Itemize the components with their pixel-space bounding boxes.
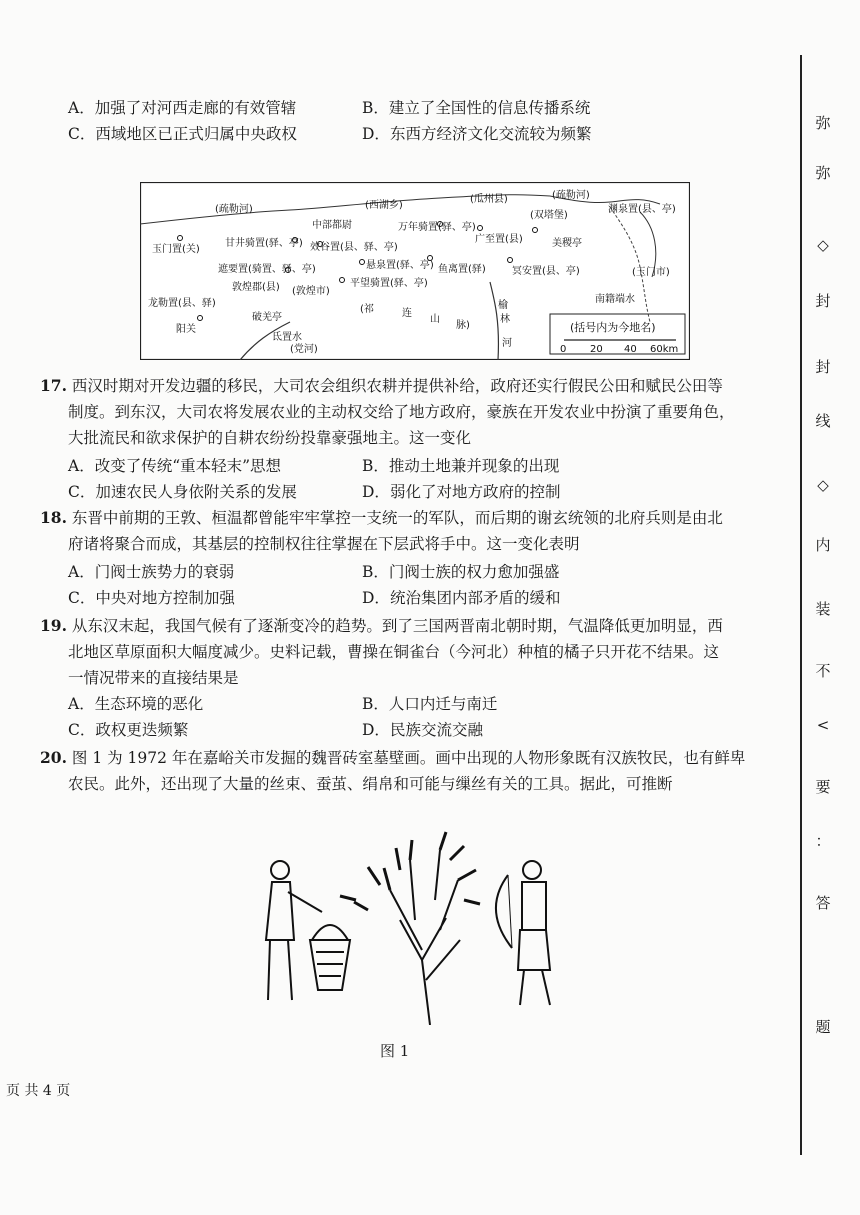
- side-mark: 封: [815, 292, 831, 310]
- side-mark: 弥: [815, 164, 831, 182]
- map-scale-label: 20: [590, 344, 603, 355]
- map-place: 山: [430, 314, 440, 325]
- side-mark: 弥: [815, 114, 831, 132]
- q16-option-c: C．西域地区已正式归属中央政权: [68, 125, 297, 143]
- map-place: 林: [500, 314, 510, 325]
- q17-option-c: C．加速农民人身依附关系的发展: [68, 483, 297, 501]
- q20-line-1: 20. 图 1 为 1972 年在嘉峪关市发掘的魏晋砖室墓壁画。画中出现的人物形象既有汉族牧民，也有鲜卑: [40, 748, 746, 767]
- map-place: (玉门市): [632, 267, 670, 278]
- map-place: 万年骑置(驿、亭): [398, 222, 476, 233]
- mural-illustration: [250, 830, 590, 1025]
- q17-option-a: A．改变了传统“重本轻末”思想: [68, 457, 282, 475]
- q18-option-a: A．门阀士族势力的衰弱: [68, 563, 235, 581]
- q19-option-c: C．政权更迭频繁: [68, 721, 189, 739]
- map-place: (疏勒河): [215, 204, 253, 215]
- side-mark: 内: [815, 536, 831, 554]
- side-mark: 不: [815, 662, 831, 680]
- map-place: 玉门置(关): [152, 244, 200, 255]
- q18-line-2: 府诸将聚合而成，其基层的控制权往往掌握在下层武将手中。这一变化表明: [68, 535, 580, 553]
- side-mark: ◇: [817, 236, 829, 254]
- q16-option-d: D．东西方经济文化交流较为频繁: [362, 125, 592, 143]
- side-mark: 要: [815, 778, 831, 796]
- q19-line-1: 19. 从东汉末起，我国气候有了逐渐变冷的趋势。到了三国两晋南北朝时期，气温降低更加明显，西: [40, 616, 723, 635]
- q19-option-b: B．人口内迁与南迁: [362, 695, 498, 713]
- map-place: 鱼离置(驿): [438, 264, 486, 275]
- map-place: (敦煌市): [292, 286, 330, 297]
- q18-line-1: 18. 东晋中前期的王敦、桓温都曾能牢牢掌控一支统一的军队，而后期的谢玄统领的北府兵则是由北: [40, 508, 723, 527]
- map-place: 渊泉置(县、亭): [608, 204, 676, 215]
- map-scale-label: 0: [560, 344, 567, 355]
- map-place: (西湖乡): [365, 200, 403, 211]
- map-place: (瓜州县): [470, 194, 508, 205]
- map-scale-label: 40: [624, 344, 637, 355]
- q17-option-b: B．推动土地兼并现象的出现: [362, 457, 560, 475]
- side-mark: <: [816, 716, 830, 734]
- q20-line-2: 农民。此外，还出现了大量的丝束、蚕茧、绢帛和可能与缫丝有关的工具。据此，可推断: [68, 775, 673, 793]
- map-place: 效谷置(县、驿、亭): [310, 242, 398, 253]
- q19-option-a: A．生态环境的恶化: [68, 695, 204, 713]
- side-mark: ：: [815, 832, 831, 850]
- map-place: 破羌亭: [252, 312, 282, 323]
- side-mark: ◇: [817, 476, 829, 494]
- q16-option-b: B．建立了全国性的信息传播系统: [362, 99, 591, 117]
- map-place: 中部都尉: [312, 220, 352, 231]
- q18-option-b: B．门阀士族的权力愈加强盛: [362, 563, 560, 581]
- hexi-corridor-map: [140, 182, 690, 360]
- q18-option-d: D．统治集团内部矛盾的缓和: [362, 589, 561, 607]
- map-place: 脉): [456, 320, 470, 331]
- map-scale-label: 60km: [650, 344, 679, 355]
- map-place: (疏勒河): [552, 190, 590, 201]
- map-legend-note: (括号内为今地名): [570, 321, 656, 334]
- map-place: (双塔堡): [530, 210, 568, 221]
- figure-caption: 图 1: [380, 1042, 410, 1060]
- map-place: 冥安置(县、亭): [512, 266, 580, 277]
- map-place: 美稷亭: [552, 238, 582, 249]
- q19-option-d: D．民族交流交融: [362, 721, 483, 739]
- binding-line: [800, 55, 802, 1155]
- map-place: 悬泉置(驿、亭): [366, 260, 434, 271]
- map-place: 广至置(县): [475, 234, 523, 245]
- q17-line-2: 制度。到东汉，大司农将发展农业的主动权交给了地方政府，豪族在开发农业中扮演了重要角色，: [68, 403, 735, 421]
- map-place: 南籍端水: [595, 294, 635, 305]
- side-mark: 答: [815, 894, 831, 912]
- map-place: 遮要置(骑置、驿、亭): [218, 264, 316, 275]
- map-place: 龙勒置(县、驿): [148, 298, 216, 309]
- map-place: (党河): [290, 344, 318, 355]
- map-place: 阳关: [176, 324, 196, 335]
- q19-line-3: 一情况带来的直接结果是: [68, 669, 239, 687]
- map-place: 敦煌郡(县): [232, 282, 280, 293]
- side-mark: 题: [815, 1018, 831, 1036]
- q17-line-1: 17. 西汉时期对开发边疆的移民，大司农会组织农耕并提供补给，政府还实行假民公田和赋民公田等: [40, 376, 723, 395]
- side-mark: 封: [815, 358, 831, 376]
- map-place: (祁: [360, 304, 374, 315]
- map-place: 榆: [498, 300, 508, 311]
- side-mark: 装: [815, 600, 831, 618]
- q17-line-3: 大批流民和欲求保护的自耕农纷纷投靠豪强地主。这一变化: [68, 429, 472, 447]
- map-place: 平望骑置(驿、亭): [350, 278, 428, 289]
- q17-option-d: D．弱化了对地方政府的控制: [362, 483, 561, 501]
- q18-option-c: C．中央对地方控制加强: [68, 589, 235, 607]
- map-place: 甘井骑置(驿、亭): [225, 238, 303, 249]
- map-place: 河: [502, 338, 512, 349]
- page-footer: 页 共 4 页: [6, 1083, 71, 1099]
- q19-line-2: 北地区草原面积大幅度减少。史料记载，曹操在铜雀台（今河北）种植的橘子只开花不结果。这: [68, 643, 720, 661]
- q16-option-a: A．加强了对河西走廊的有效管辖: [68, 99, 297, 117]
- map-place: 氐置水: [272, 332, 302, 343]
- map-place: 连: [402, 308, 412, 319]
- side-mark: 线: [815, 412, 831, 430]
